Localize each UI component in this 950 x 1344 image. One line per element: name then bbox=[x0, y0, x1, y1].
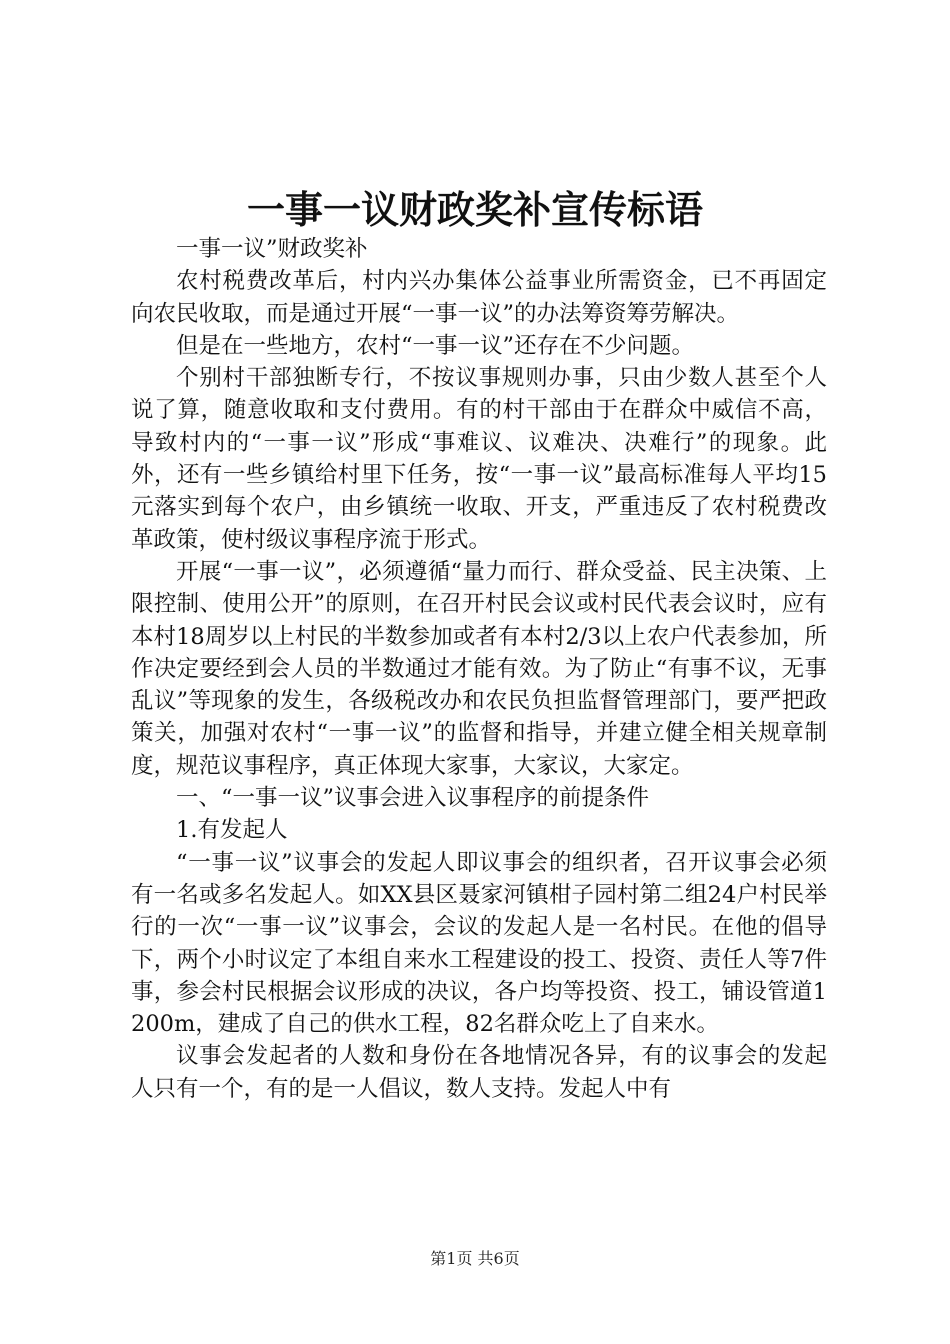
subsection-heading: 1.有发起人 bbox=[176, 817, 288, 844]
paragraph: 议事会发起者的人数和身份在各地情况各异，有的议事会的发起人只有一个，有的是一人倡议，数人支持。发起人中有 bbox=[131, 1043, 827, 1102]
document-body bbox=[131, 233, 827, 1105]
section-heading: 一、“一事一议”议事会进入议事程序的前提条件 bbox=[176, 785, 650, 812]
paragraph: 一事一议”财政奖补 bbox=[176, 236, 368, 262]
paragraph: 开展“一事一议”，必须遵循“量力而行、群众受益、民主决策、上限控制、使用公开”的原则，在召开村民会议或村民代表会议时，应有本村18周岁以上村民的半数参加或者有本村2/3以上农户代表参加，所作决定要经到会人员的半数通过才能有效。为了防止“有事不议，无事乱议”等现象的发生，各级税改办和农民负担监督管理部门，要严把政策关，加强对农村“一事一议”的监督和指导，并建立健全相关规章制度，规范议事程序，真正体现大家事，大家议，大家定。 bbox=[131, 558, 827, 779]
paragraph: 但是在一些地方，农村“一事一议”还存在不少问题。 bbox=[176, 332, 695, 359]
paragraph: 个别村干部独断专行，不按议事规则办事，只由少数人甚至个人说了算，随意收取和支付费用。有的村干部由于在群众中威信不高，导致村内的“一事一议”形成“事难议、议难决、决难行”的现象。此外，还有一些乡镇给村里下任务，按“一事一议”最高标准每人平均15元落实到每个农户，由乡镇统一收取、开支，严重违反了农村税费改革政策，使村级议事程序流于形式。 bbox=[131, 365, 827, 553]
paragraph: 农村税费改革后，村内兴办集体公益事业所需资金，已不再固定向农民收取，而是通过开展“一事一议”的办法筹资筹劳解决。 bbox=[131, 268, 827, 327]
page-number-footer: 第1页 共6页 bbox=[430, 1249, 520, 1268]
document-title: 一事一议财政奖补宣传标语 bbox=[246, 187, 703, 232]
paragraph: “一事一议”议事会的发起人即议事会的组织者，召开议事会必须有一名或多名发起人。如XX县区聂家河镇柑子园村第二组24户村民举行的一次“一事一议”议事会，会议的发起人是一名村民。在他的倡导下，两个小时议定了本组自来水工程建设的投工、投资、责任人等7件事，参会村民根据会议形成的决议，各户均等投资、投工，铺设管道1200m，建成了自己的供水工程，82名群众吃上了自来水。 bbox=[131, 849, 827, 1038]
